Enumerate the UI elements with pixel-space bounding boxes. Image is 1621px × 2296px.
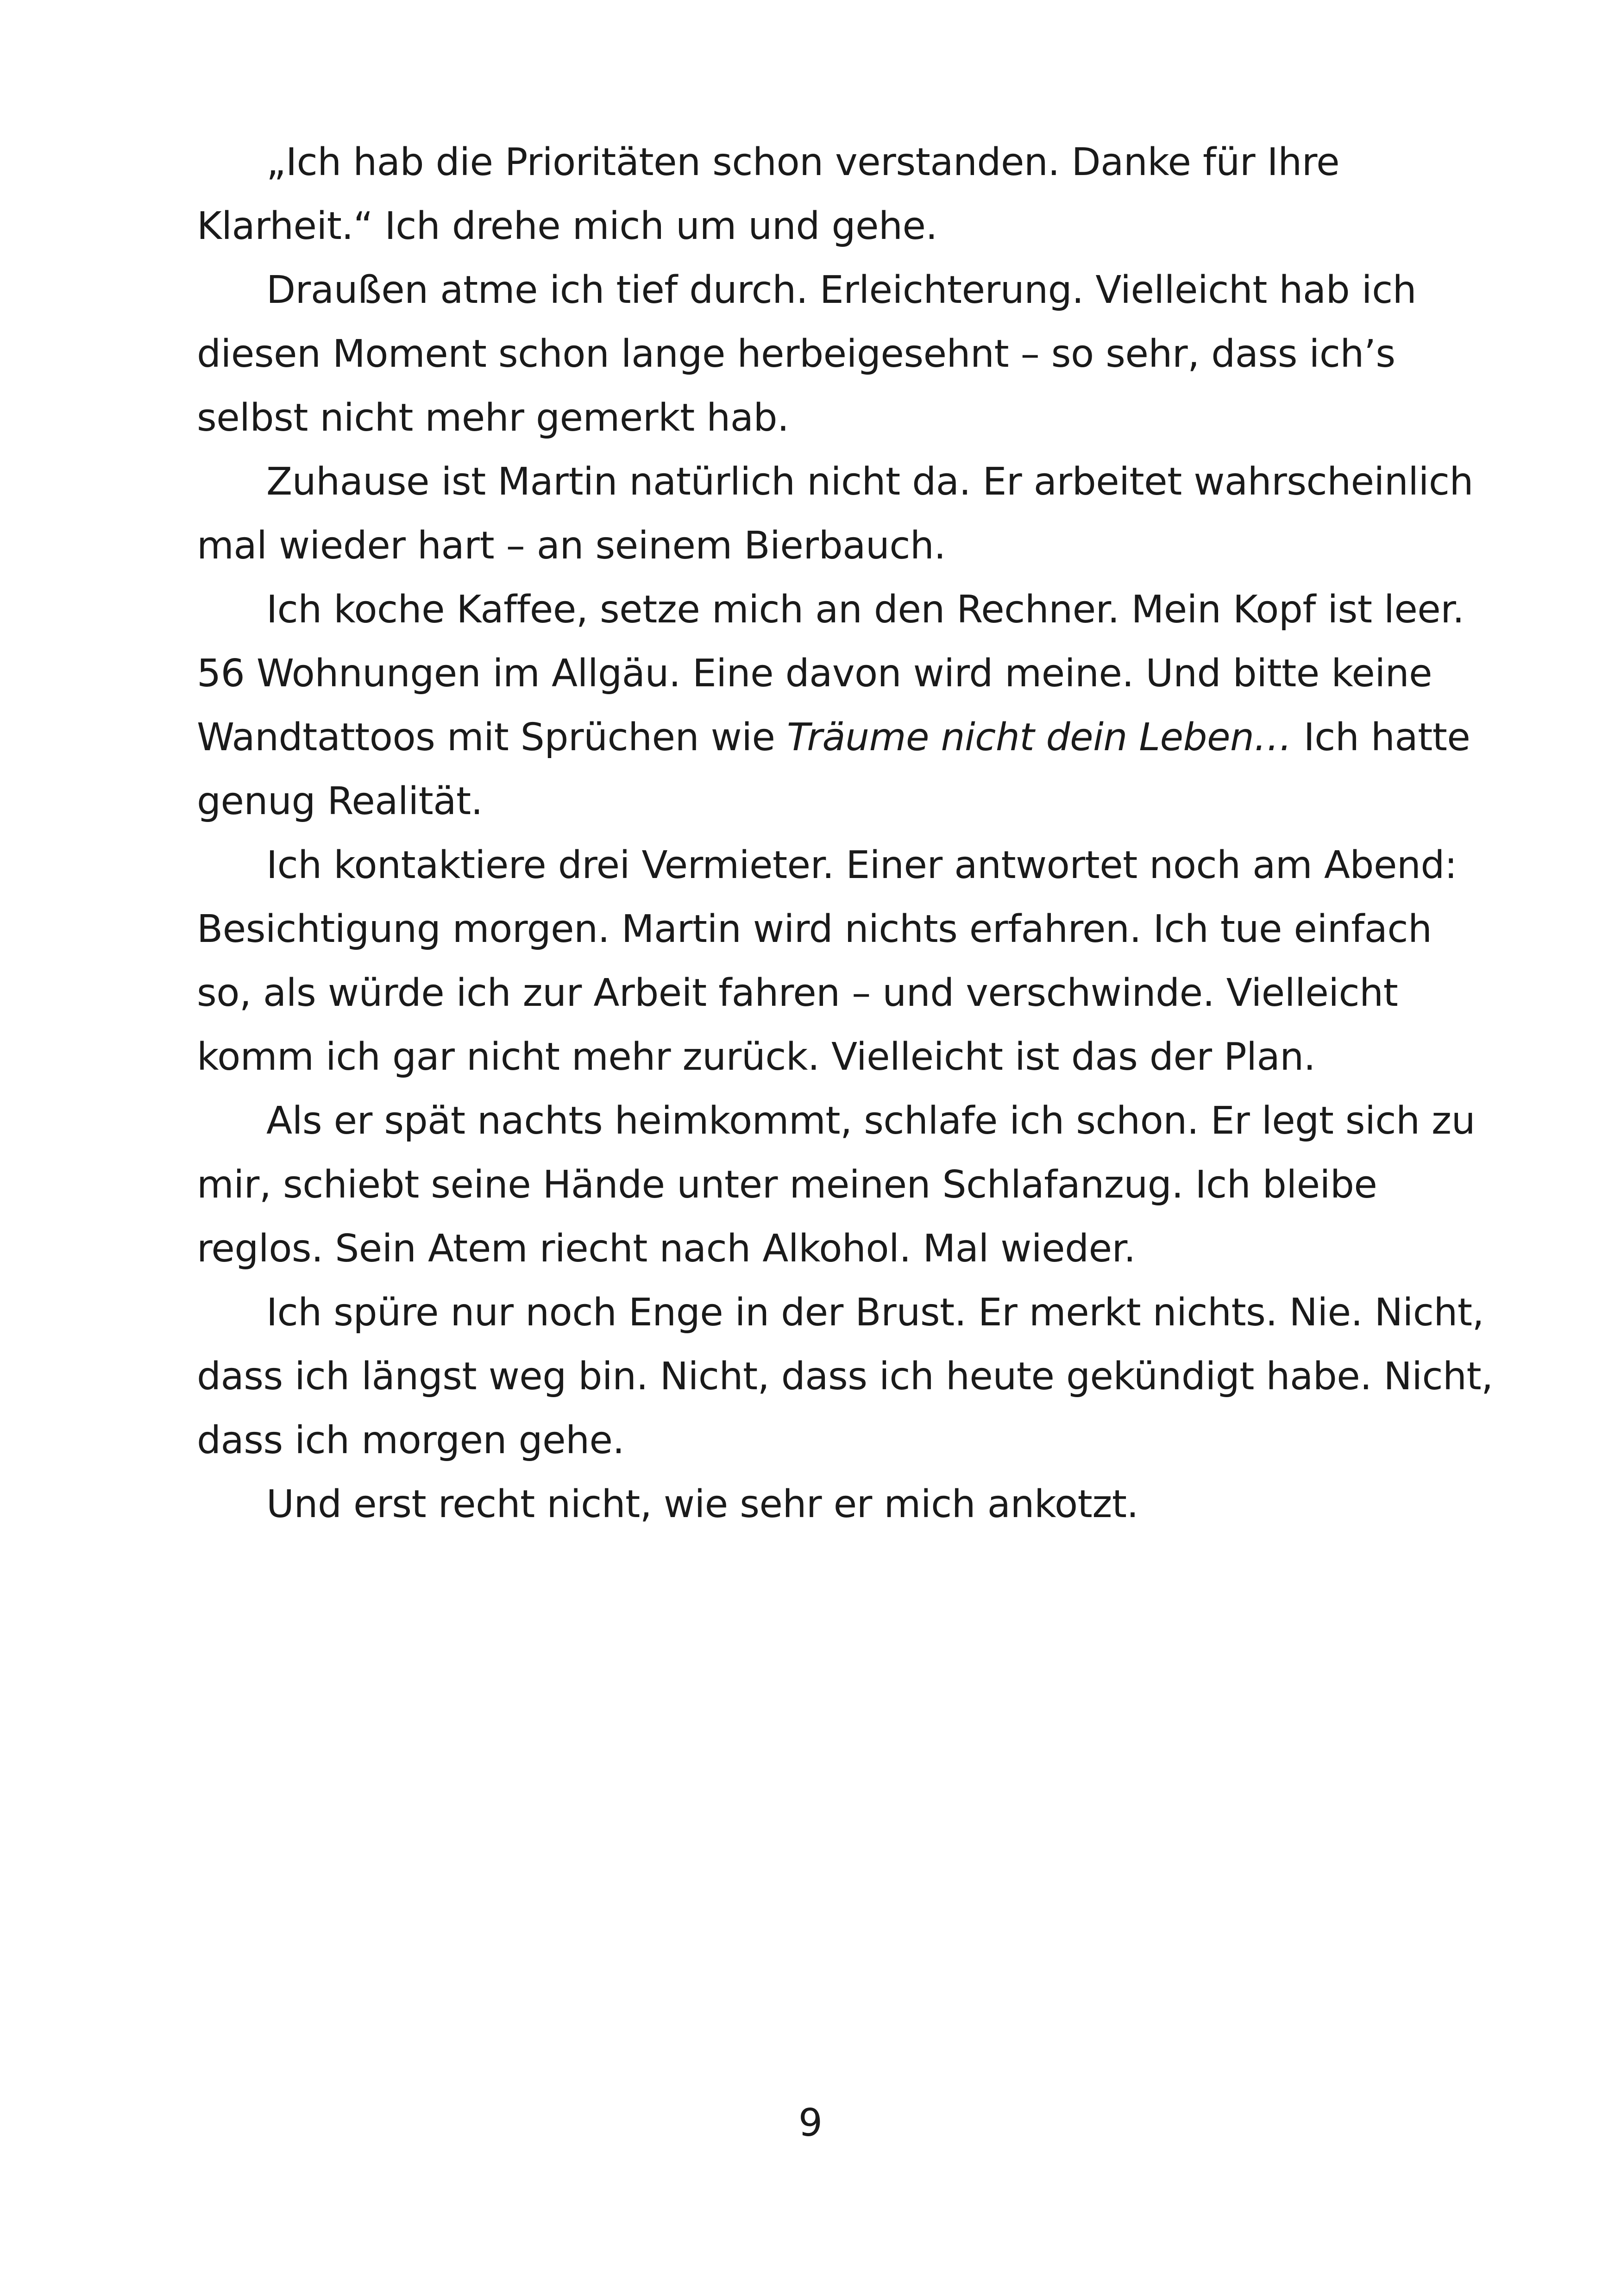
paragraph-4-italic-quote: Träume nicht dein Leben…: [787, 715, 1292, 759]
paragraph-3: Zuhause ist Martin natürlich nicht da. Er arbeitet wahrscheinlich mal wieder hart – an seinem Bierbauch.: [197, 460, 1473, 568]
page-number: 9: [798, 2101, 823, 2145]
text-block: [197, 131, 1494, 1537]
paragraph-1: „Ich hab die Prioritäten schon verstanden. Danke für Ihre Klarheit.“ Ich drehe mich um und gehe.: [197, 140, 1340, 248]
paragraph-7: Ich spüre nur noch Enge in der Brust. Er merkt nichts. Nie. Nicht, dass ich längst weg bin. Nicht, dass ich heute gekündigt habe. Nicht, dass ich morgen gehe.: [197, 1291, 1493, 1462]
paragraph-4-text-end: Ich hatte genug Realität.: [197, 715, 1470, 823]
paragraph-2: Draußen atme ich tief durch. Erleichterung. Vielleicht hab ich diesen Moment schon lange herbeigesehnt – so sehr, dass ich’s selbst nicht mehr gemerkt hab.: [197, 268, 1417, 440]
paragraph-8: Und erst recht nicht, wie sehr er mich ankotzt.: [266, 1482, 1139, 1526]
paragraph-4: [197, 578, 1494, 834]
paragraph-6: Als er spät nachts heimkommt, schlafe ich schon. Er legt sich zu mir, schiebt seine Hände unter meinen Schlafanzug. Ich bleibe reglos. Sein Atem riecht nach Alkohol. Mal wieder.: [197, 1099, 1476, 1271]
paragraph-4-text-start: Ich koche Kaffee, setze mich an den Rechner. Mein Kopf ist leer. 56 Wohnungen im Allgäu. Eine davon wird meine. Und bitte keine Wandtattoos mit Sprüchen wie: [197, 588, 1464, 759]
paragraph-5: Ich kontaktiere drei Vermieter. Einer antwortet noch am Abend: Besichtigung morgen. Martin wird nichts erfahren. Ich tue einfach so, als würde ich zur Arbeit fahren – und verschwinde. Vielleicht komm ich gar nicht mehr zurück. Vielleicht ist das der Plan.: [197, 843, 1458, 1079]
